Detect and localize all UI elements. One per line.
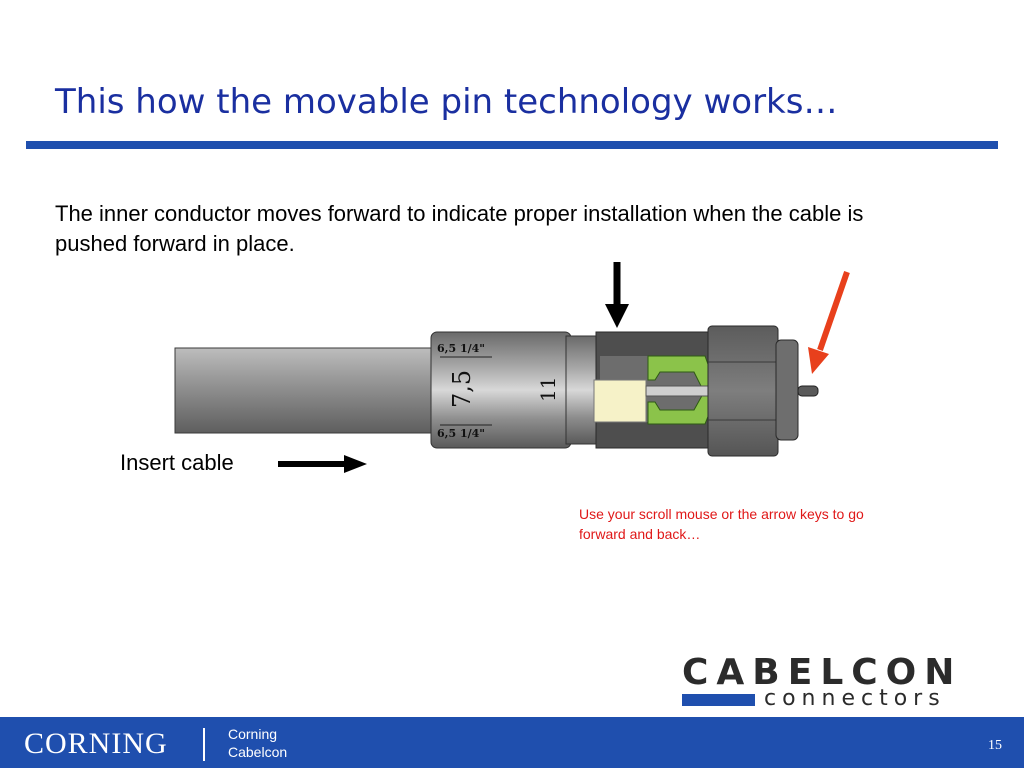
pin-tip	[798, 386, 818, 396]
navigation-hint: Use your scroll mouse or the arrow keys to go forward and back…	[579, 506, 864, 542]
page-number: 15	[988, 738, 1002, 753]
connector-nut	[708, 326, 778, 456]
size-mark-b: 11	[536, 376, 560, 402]
logo-bar	[682, 694, 755, 706]
arrow-down-head	[605, 304, 629, 328]
corning-brand: CORNING	[24, 727, 168, 760]
footer-company	[228, 725, 287, 761]
footer-divider	[203, 728, 205, 761]
logo-wordmark: CABELCON	[682, 652, 963, 693]
insert-cable-label: Insert cable	[120, 450, 234, 475]
ring-label-top: 6,5 1/4"	[437, 342, 486, 355]
body-text: The inner conductor moves forward to indicate proper installation when the cable is pushed forward in place.	[55, 201, 864, 256]
footer-line-1: Corning	[228, 726, 278, 742]
insulator	[594, 380, 646, 422]
footer-line-2: Cabelcon	[228, 744, 288, 760]
arrow-red-head	[808, 347, 829, 374]
logo-subtitle: connectors	[764, 686, 946, 711]
arrow-red	[820, 272, 847, 350]
size-mark-a: 7,5	[448, 369, 476, 408]
slide-title: This how the movable pin technology works…	[55, 82, 838, 122]
cable-body	[175, 348, 437, 433]
arrow-insert-head	[344, 455, 367, 473]
cabelcon-logo	[680, 652, 980, 712]
ring-label-bottom: 6,5 1/4"	[437, 427, 486, 440]
